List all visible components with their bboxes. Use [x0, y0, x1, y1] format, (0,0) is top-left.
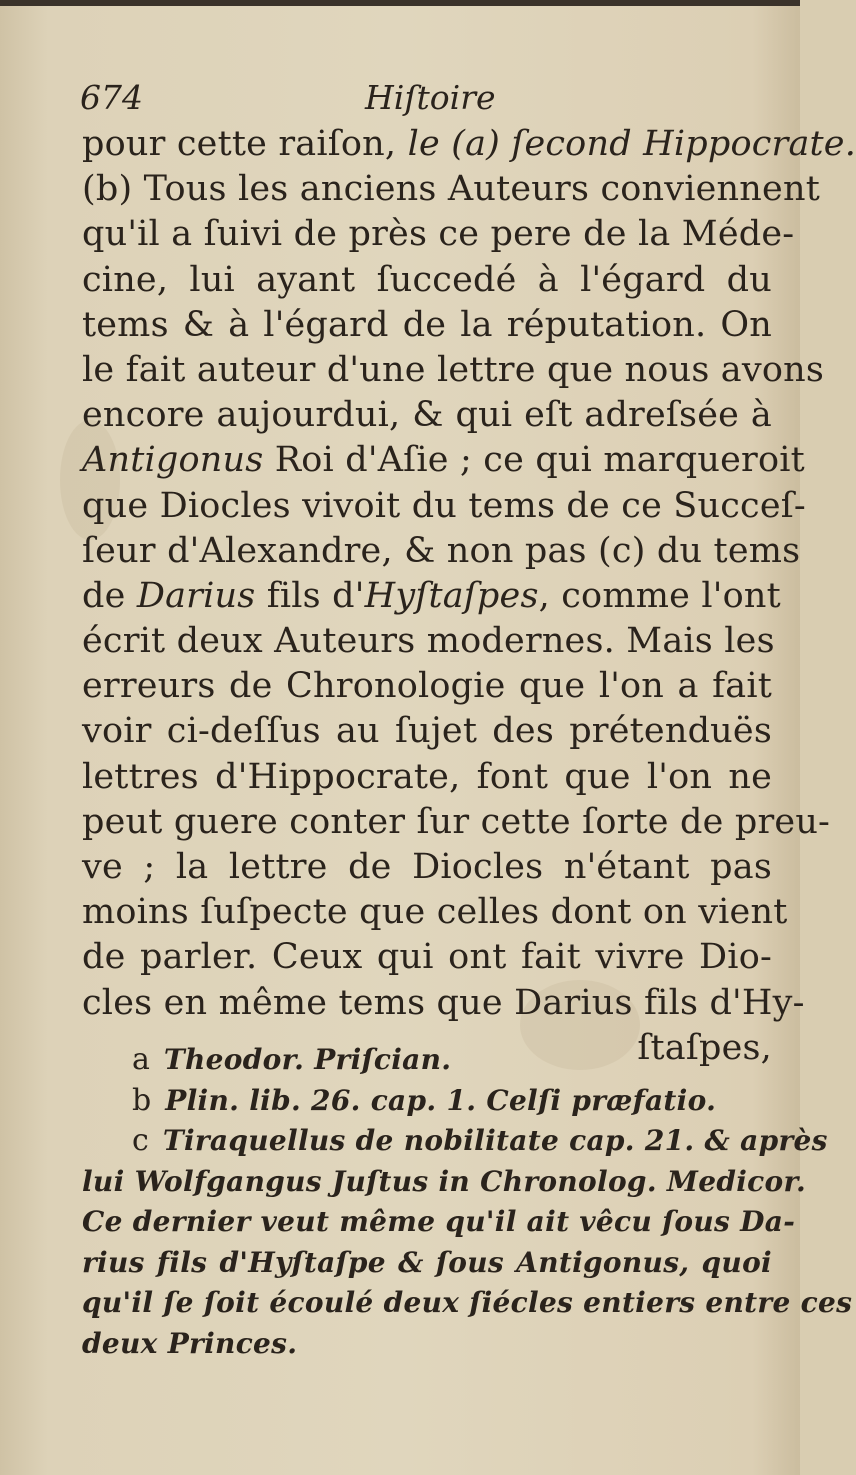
footnote-text: rius fils d'Hyſtaſpe & ſous Antigonus, quoi [82, 1245, 772, 1279]
italic-text: le (a) ſecond Hippocrate. [407, 124, 856, 164]
text-line [82, 664, 772, 709]
footnote-text: lui Wolfgangus Juſtus in Chronolog. Medicor. [82, 1164, 806, 1198]
italic-text: Hyſtaſpes [364, 575, 539, 616]
text-line [82, 845, 772, 890]
footnote-line [82, 1081, 772, 1122]
text-segment: pour cette raiſon, [82, 124, 408, 164]
text-segment: tems & à l'égard de la réputation. On [82, 304, 772, 345]
footnote-text: Theodor. Priſcian. [163, 1043, 452, 1076]
footnote-text: Ce dernier veut même qu'il ait vêcu ſous Da- [82, 1205, 796, 1238]
footnote-text: qu'il ſe ſoit écoulé deux ſiécles entiers entre ces [82, 1286, 853, 1319]
text-segment: lettres d'Hippocrate, font que l'on ne [82, 756, 772, 797]
text-segment: peut guere conter ſur cette ſorte de preu- [82, 801, 831, 842]
footnote-marker: b [132, 1082, 152, 1118]
text-segment: de [82, 575, 137, 616]
text-segment: Roi d'Aſie ; ce qui marqueroit [263, 440, 805, 481]
footnote-marker: a [132, 1042, 150, 1077]
footnote-line [82, 1162, 806, 1203]
text-line [82, 890, 788, 935]
text-segment: ſeur d'Alexandre, & non pas (c) du tems [82, 530, 801, 571]
text-line [82, 438, 805, 483]
text-line [82, 393, 772, 438]
footnote-text: deux Princes. [82, 1326, 298, 1360]
text-line [82, 348, 825, 393]
text-segment: encore aujourdui, & qui eſt adreſsée à [82, 395, 772, 436]
text-segment: de parler. Ceux qui ont fait vivre Dio- [82, 937, 772, 978]
footnote-marker: c [132, 1123, 149, 1158]
text-segment: (b) Tous les anciens Auteurs conviennent [82, 169, 820, 210]
footnote-line [82, 1324, 772, 1365]
page-header [80, 72, 780, 122]
footnote-line [82, 1121, 828, 1162]
footnote-line [82, 1243, 772, 1284]
text-line [82, 755, 772, 800]
text-segment: , comme l'ont [538, 575, 781, 616]
text-line [82, 212, 795, 257]
text-line [82, 619, 775, 664]
text-segment: que Diocles vivoit du tems de ce Succeſ- [82, 485, 806, 526]
text-segment: cine, lui ayant ſuccedé à l'égard du [82, 259, 772, 300]
text-segment: écrit deux Auteurs modernes. Mais les [82, 621, 775, 662]
main-text [82, 122, 856, 1071]
footnote-text: Plin. lib. 26. cap. 1. Celſi præfatio. [165, 1083, 717, 1117]
text-line [82, 981, 805, 1026]
footnote-line [82, 1283, 853, 1324]
text-line [82, 122, 856, 167]
italic-text: Darius [136, 575, 256, 616]
text-segment: le fait auteur d'une lettre que nous avons [82, 349, 825, 390]
text-line [82, 258, 772, 303]
text-segment: qu'il a ſuivi de près ce pere de la Méde- [82, 214, 795, 255]
text-segment: ſtaſpes, [637, 1027, 772, 1068]
footnotes [82, 1040, 853, 1364]
text-segment: fils d' [255, 575, 365, 616]
italic-text: Antigonus [82, 440, 264, 481]
text-segment: voir ci-deſſus au ſujet des prétenduës [82, 711, 772, 752]
page-top-edge [0, 0, 800, 6]
running-head: Hiſtoire [365, 78, 496, 117]
footnote-line [82, 1040, 772, 1081]
text-segment: moins ſuſpecte que celles dont on vient [82, 892, 788, 933]
page-number: 674 [80, 78, 143, 117]
text-line [82, 709, 772, 754]
text-segment: ve ; la lettre de Diocles n'étant pas [82, 847, 772, 887]
footnote-text: Tiraquellus de nobilitate cap. 21. & après [162, 1124, 828, 1157]
text-line [82, 800, 831, 845]
text-segment: erreurs de Chronologie que l'on a fait [82, 666, 772, 707]
text-line [82, 529, 801, 574]
text-line [82, 303, 772, 348]
text-line [82, 167, 820, 212]
text-line [82, 484, 806, 529]
footnote-line [82, 1202, 796, 1243]
text-line [82, 574, 781, 619]
text-segment: cles en même tems que Darius fils d'Hy- [82, 982, 805, 1023]
text-line [82, 935, 772, 980]
